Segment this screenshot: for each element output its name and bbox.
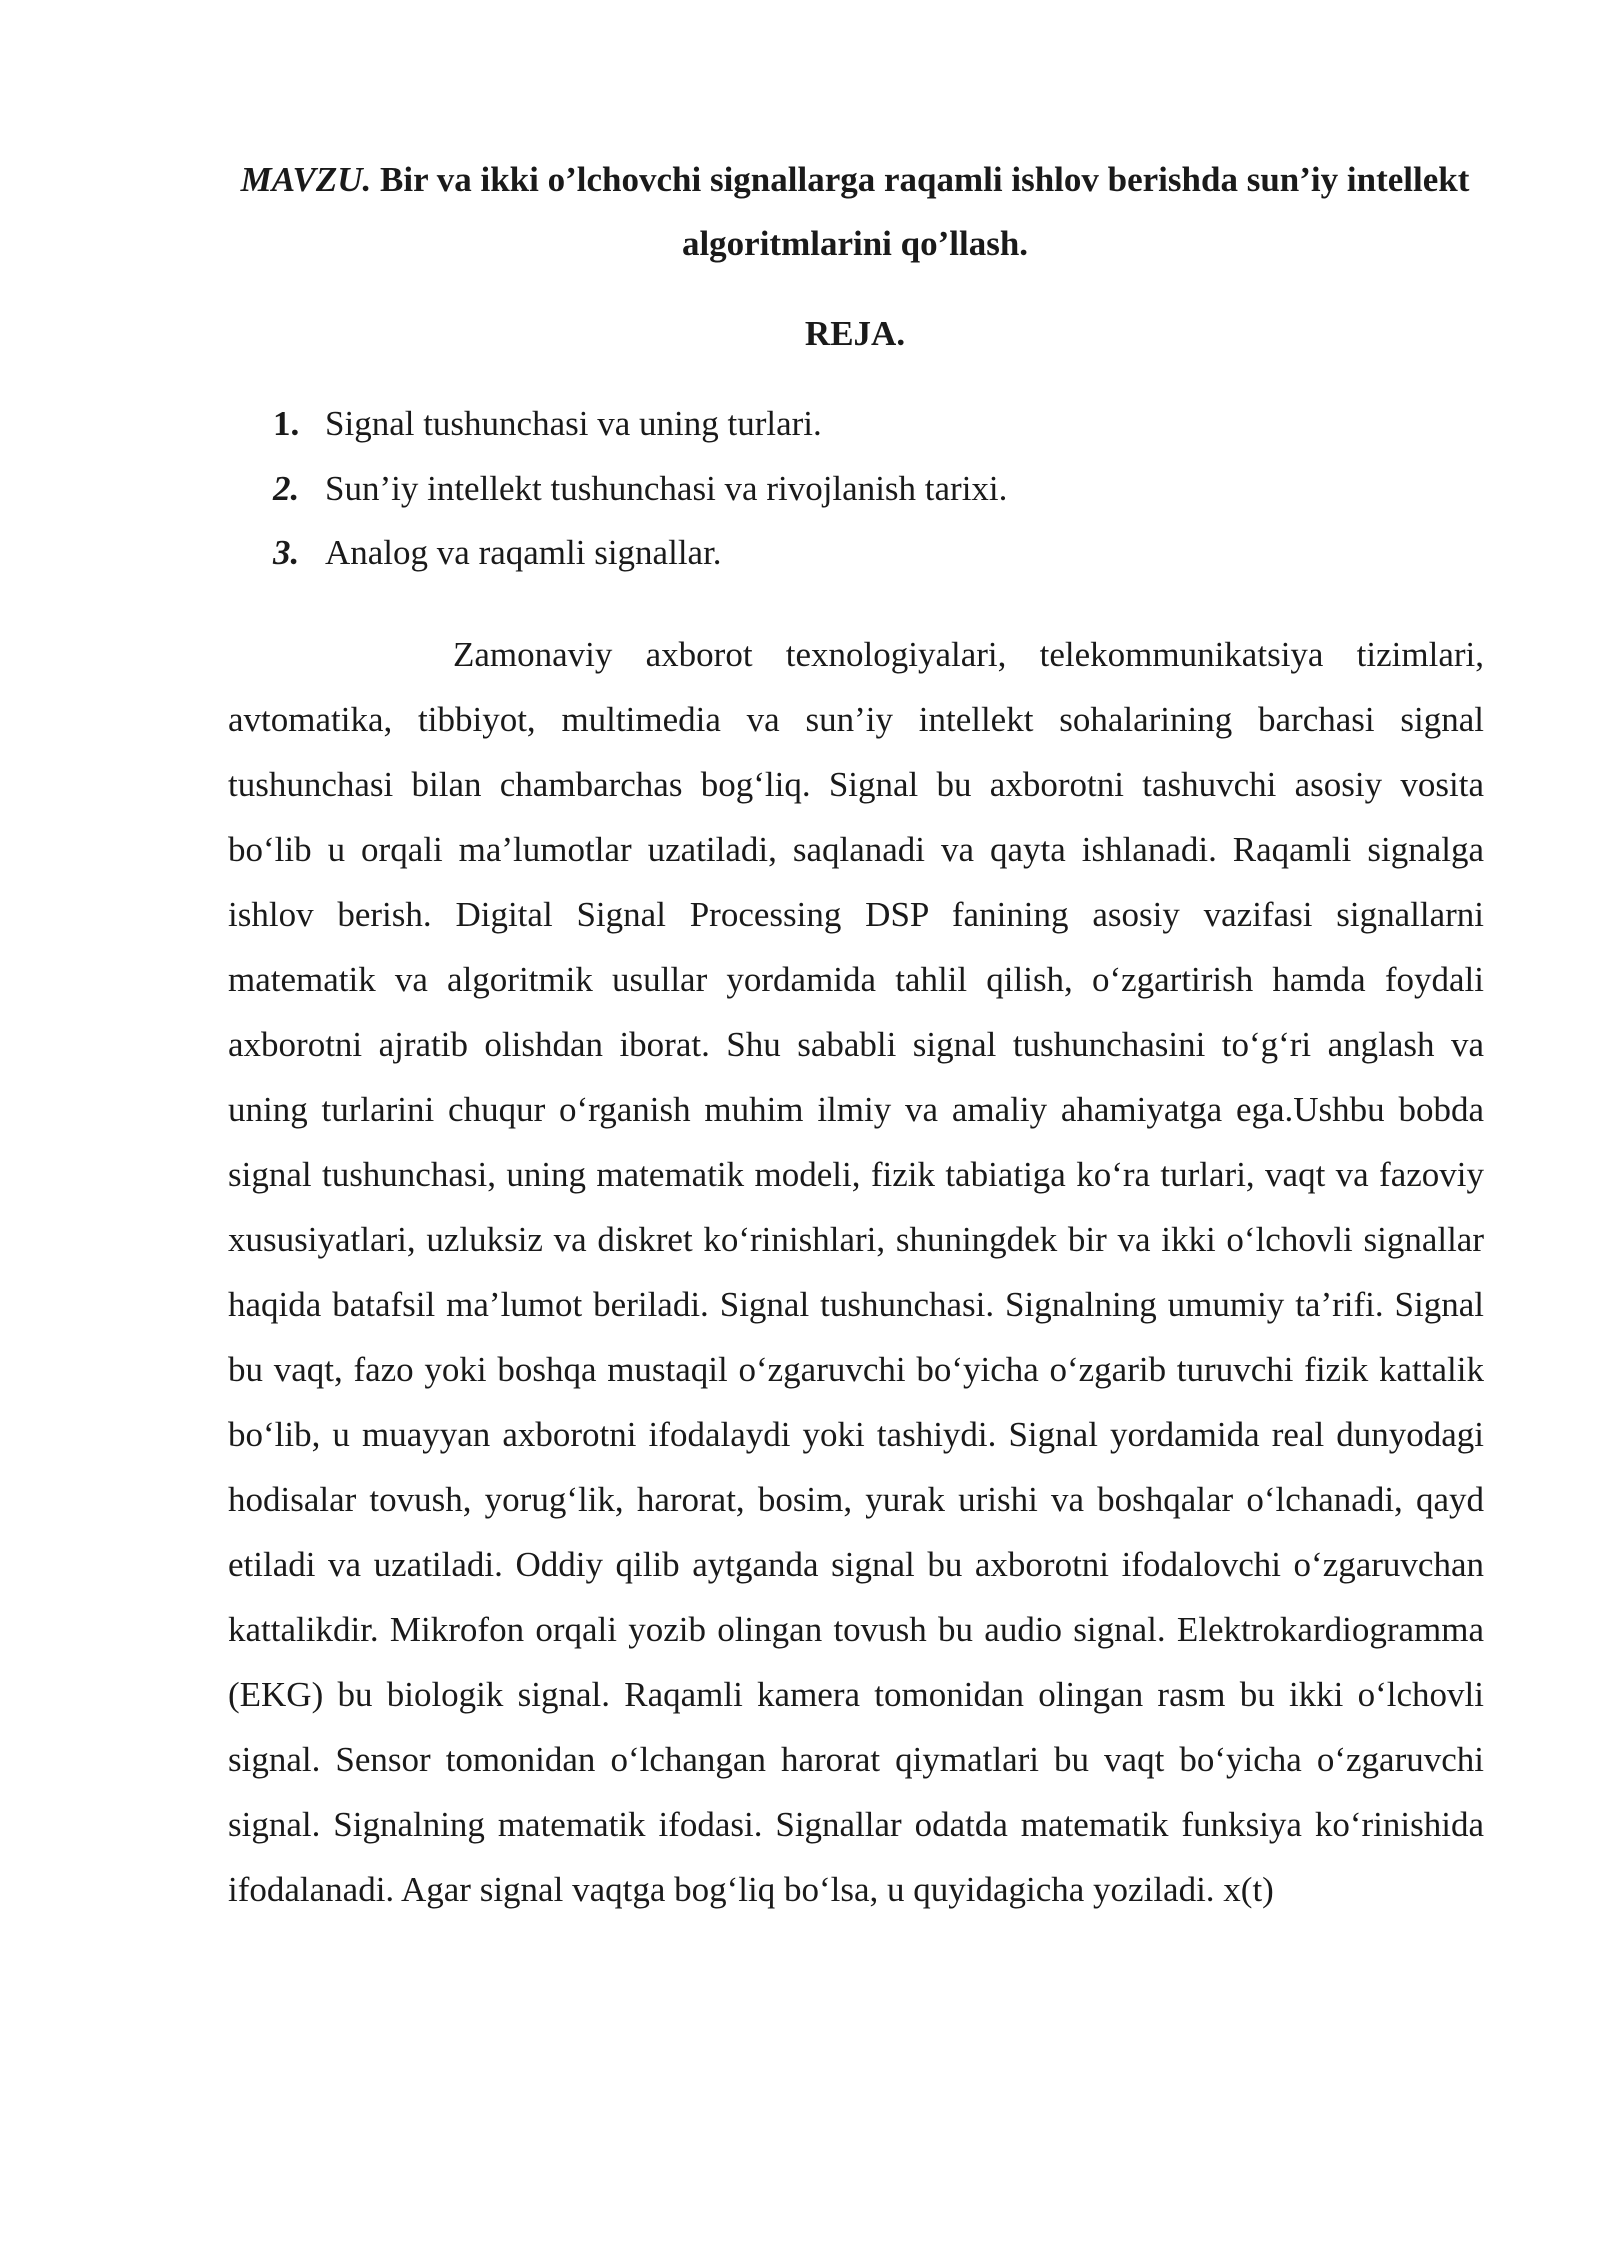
plan-item [273, 392, 1007, 457]
plan-list [273, 392, 1007, 586]
document-title [180, 148, 1530, 276]
plan-item-number: 1. [273, 404, 300, 443]
plan-item [273, 521, 1007, 586]
plan-heading: REJA. [804, 314, 906, 353]
body-paragraph: Zamonaviy axborot texnologiyalari, telekommunikatsiya tizimlari, avtomatika, tibbiyot, multimedia va sun’iy intellekt sohalarining barchasi signal tushunchasi bilan chambarchas bog‘liq. Signal bu axborotni tashuvchi asosiy vosita bo‘lib u orqali ma’lumotlar uzatiladi, saqlanadi va qayta ishlanadi. Raqamli signalga ishlov berish. Digital Signal Processing DSP fanining asosiy vazifasi signallarni matematik va algoritmik usullar yordamida tahlil qilish, o‘zgartirish hamda foydali axborotni ajratib olishdan iborat. Shu sababli signal tushunchasini to‘g‘ri anglash va uning turlarini chuqur o‘rganish muhim ilmiy va amaliy ahamiyatga ega.Ushbu bobda signal tushunchasi, uning matematik modeli, fizik tabiatiga ko‘ra turlari, vaqt va fazoviy xususiyatlari, uzluksiz va diskret ko‘rinishlari, shuningdek bir va ikki o‘lchovli signallar haqida batafsil ma’lumot beriladi. Signal tushunchasi. Signalning umumiy ta’rifi. Signal bu vaqt, fazo yoki boshqa mustaqil o‘zgaruvchi bo‘yicha o‘zgarib turuvchi fizik kattalik bo‘lib, u muayyan axborotni ifodalaydi yoki tashiydi. Signal yordamida real dunyodagi hodisalar tovush, yorug‘lik, harorat, bosim, yurak urishi va boshqalar o‘lchanadi, qayd etiladi va uzatiladi. Oddiy qilib aytganda signal bu axborotni ifodalovchi o‘zgaruvchan kattalikdir. Mikrofon orqali yozib olingan tovush bu audio signal. Elektrokardiogramma (EKG) bu biologik signal. Raqamli kamera tomonidan olingan rasm bu ikki o‘lchovli signal. Sensor tomonidan o‘lchangan harorat qiymatlari bu vaqt bo‘yicha o‘zgaruvchi signal. Signalning matematik ifodasi. Signallar odatda matematik funksiya ko‘rinishida ifodalanadi. Agar signal vaqtga bog‘liq bo‘lsa, u quyidagicha yoziladi. x(t) [228, 635, 1484, 1909]
plan-item [273, 457, 1007, 522]
title-text: Bir va ikki o’lchovchi signallarga raqamli ishlov berishda sun’iy intellekt algoritmlarini qo’llash. [371, 160, 1470, 263]
plan-item-text: Analog va raqamli signallar. [325, 533, 722, 572]
plan-item-text: Signal tushunchasi va uning turlari. [325, 404, 822, 443]
title-lead: MAVZU. [240, 160, 372, 199]
plan-item-text: Sun’iy intellekt tushunchasi va rivojlanish tarixi. [325, 468, 1008, 508]
plan-item-number: 3. [273, 533, 300, 572]
plan-item-number: 2. [273, 468, 300, 508]
